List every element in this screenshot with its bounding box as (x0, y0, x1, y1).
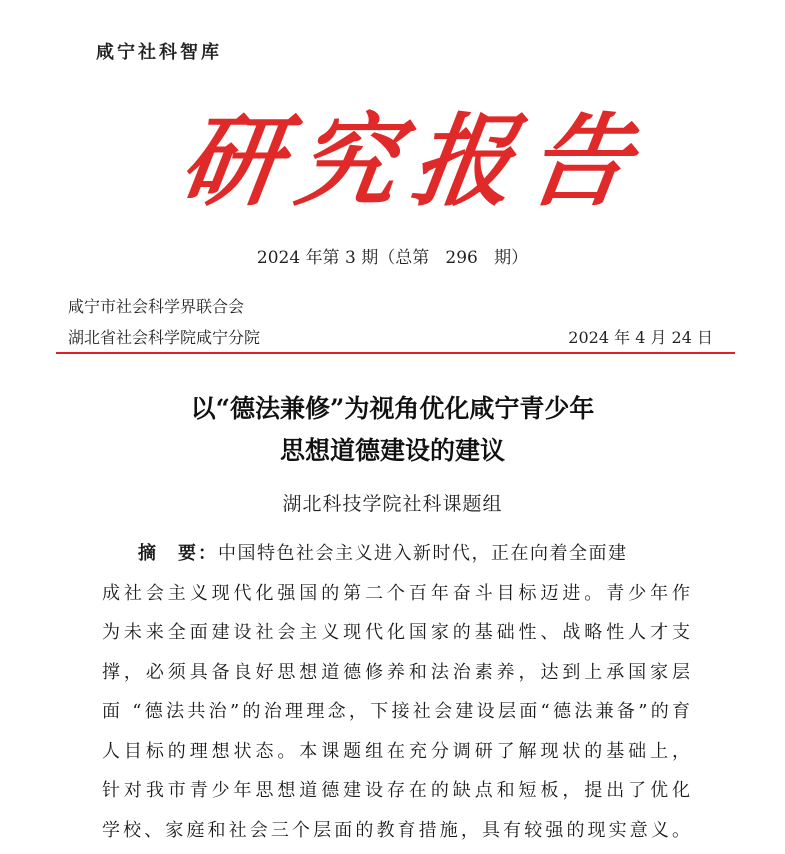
header-divider (56, 352, 735, 354)
abstract-line: 人目标的理想状态。本课题组在充分调研了解现状的基础上， (102, 740, 690, 762)
article-title-line-2: 思想道德建设的建议 (279, 436, 505, 465)
abstract-line-text: 中国特色社会主义进入新时代，正在向着全面建 (218, 543, 628, 564)
issue-total-label: 期） (494, 248, 529, 268)
issue-number: 3 (344, 248, 356, 268)
abstract-line: 学校、家庭和社会三个层面的教育措施，具有较强的现实意义。 (102, 819, 690, 841)
publish-date: 2024 年 4 月 24 日 (568, 328, 713, 347)
masthead-title-text: 研究报告 (173, 102, 654, 220)
abstract-line (102, 534, 690, 574)
abstract-line: 面 “德法共治”的治理理念，下接社会建设层面“德法兼备”的育 (102, 701, 690, 722)
issue-total-number: 296 (445, 248, 478, 268)
article-title-line-1: 以“德法兼修”为视角优化咸宁青少年 (190, 394, 595, 423)
article-author: 湖北科技学院社科课题组 (282, 493, 503, 515)
article-title (0, 388, 785, 472)
abstract-line: 针对我市青少年思想道德建设存在的缺点和短板，提出了优化 (102, 780, 690, 801)
issue-line (0, 243, 785, 268)
publisher-org-2: 湖北省社会科学院咸宁分院 (68, 328, 261, 347)
masthead-calligraphy (150, 100, 670, 220)
abstract-line: 为未来全面建设社会主义现代化国家的基础性、战略性人才支 (102, 622, 690, 643)
series-name: 咸宁社科智库 (96, 42, 222, 63)
masthead-title (150, 100, 670, 220)
issue-year: 2024 (256, 248, 301, 268)
abstract-line: 撑，必须具备良好思想道德修养和法治素养，达到上承国家层 (102, 661, 690, 683)
abstract-line: 成社会主义现代化强国的第二个百年奋斗目标迈进。青少年作 (102, 582, 690, 604)
publisher-org-1: 咸宁市社会科学界联合会 (68, 297, 245, 316)
abstract-label: 摘 要： (138, 543, 218, 564)
issue-year-label: 年第 (305, 248, 340, 268)
abstract (102, 534, 690, 850)
issue-number-label: 期（总第 (361, 248, 430, 268)
